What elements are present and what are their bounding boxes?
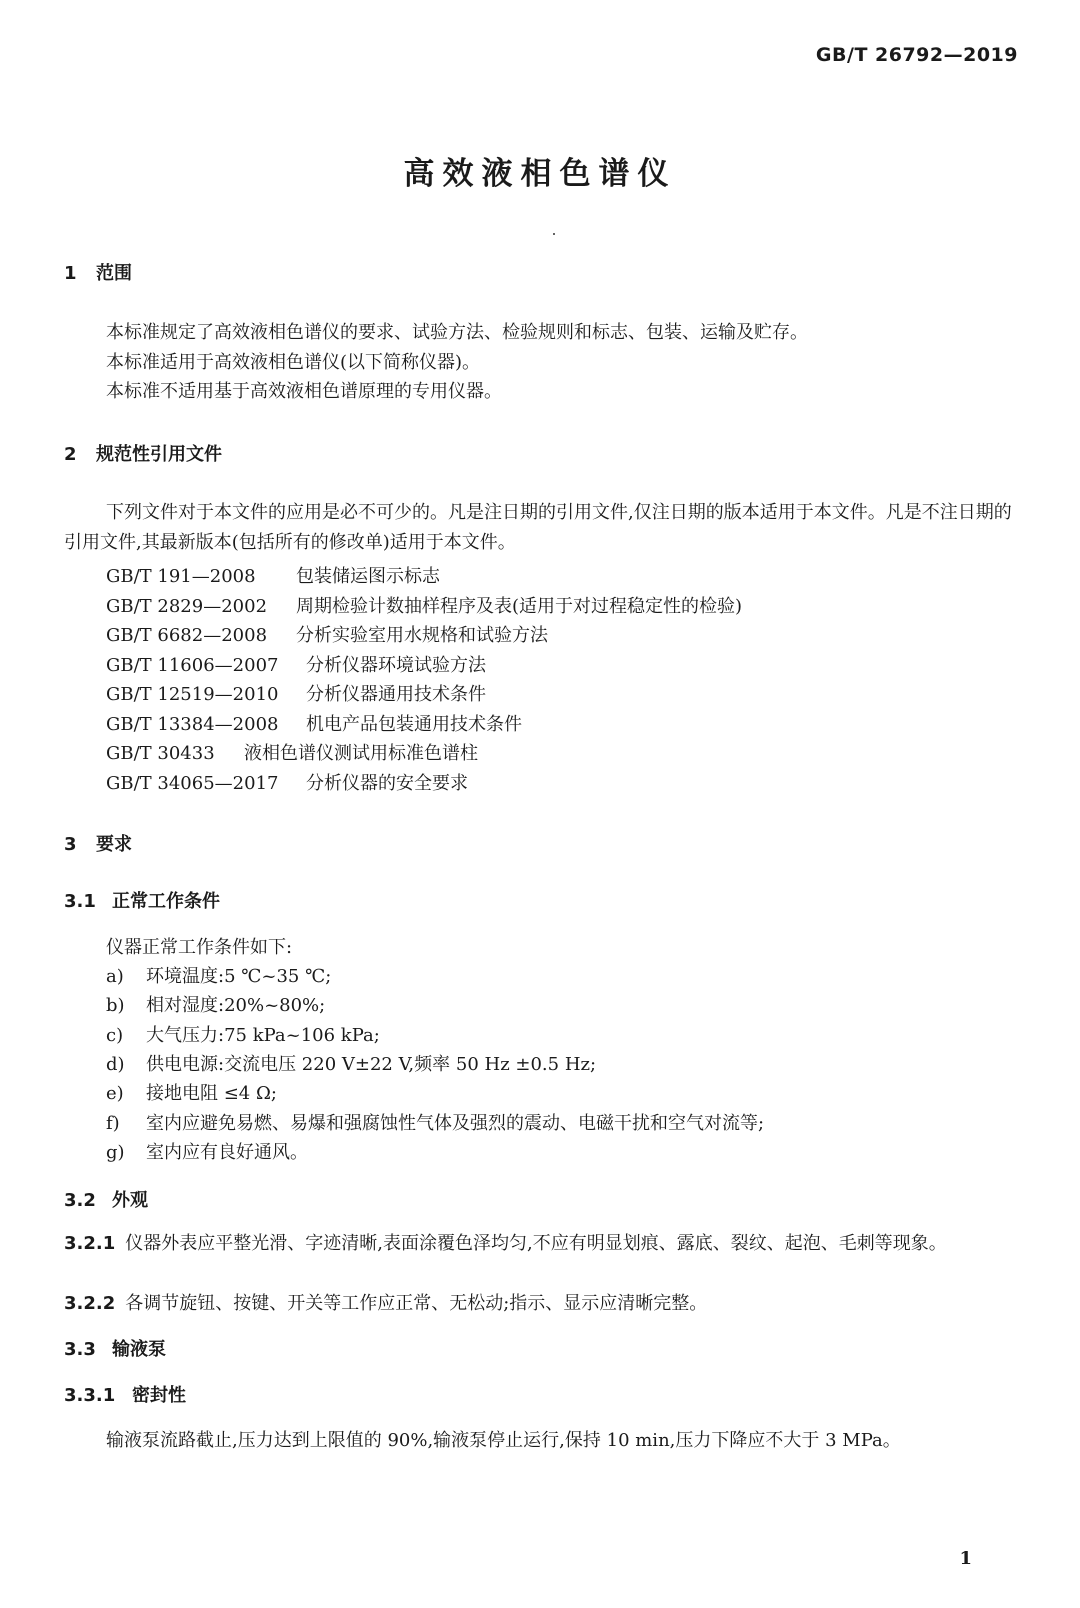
reference-item [106,769,468,795]
item-label: f) [106,1112,120,1134]
subsection-number: 3.3.1 [64,1385,116,1406]
page-number: 1 [959,1548,972,1569]
subsection-3-1-heading [64,887,220,913]
document-title: 高效液相色谱仪 [403,156,677,192]
subsection-title: 密封性 [132,1385,186,1406]
reference-item [106,621,548,647]
subsection-title: 外观 [112,1190,148,1211]
clause-text: 各调节旋钮、按键、开关等工作应正常、无松动;指示、显示应清晰完整。 [125,1293,708,1314]
item-text: 相对湿度:20%~80%; [146,995,326,1017]
section-3-heading [64,830,132,856]
reference-code: GB/T 6682—2008 [106,625,268,646]
clause-3-2-2 [64,1289,1014,1319]
scope-paragraph-1: 本标准规定了高效液相色谱仪的要求、试验方法、检验规则和标志、包装、运输及贮存。 [106,322,808,343]
section-number: 3 [64,834,77,855]
reference-title: 分析仪器的安全要求 [306,772,468,794]
condition-item [106,962,331,988]
reference-item [106,680,486,706]
subsection-title: 输液泵 [112,1339,166,1360]
reference-item [106,651,486,677]
reference-title: 周期检验计数抽样程序及表(适用于对过程稳定性的检验) [296,595,743,617]
reference-title: 分析仪器环境试验方法 [306,654,486,676]
scope-paragraph-3: 本标准不适用基于高效液相色谱原理的专用仪器。 [106,381,502,402]
item-label: a) [106,966,124,987]
reference-title: 液相色谱仪测试用标准色谱柱 [244,743,478,764]
section-number: 2 [64,444,77,465]
reference-item [106,592,742,618]
clause-number: 3.2.2 [64,1293,116,1314]
section-1-heading [64,259,132,285]
reference-title: 包装储运图示标志 [296,566,440,587]
reference-code: GB/T 2829—2002 [106,595,268,617]
item-text: 供电电源:交流电压 220 V±22 V,频率 50 Hz ±0.5 Hz; [146,1053,597,1075]
item-label: g) [106,1141,125,1163]
reference-code: GB/T 11606—2007 [106,654,279,676]
subsection-number: 3.1 [64,891,96,912]
clause-text: 仪器外表应平整光滑、字迹清晰,表面涂覆色泽均匀,不应有明显划痕、露底、裂纹、起泡、毛刺等现象。 [125,1233,947,1254]
item-text: 大气压力:75 kPa~106 kPa; [146,1024,380,1046]
item-text: 室内应避免易燃、易爆和强腐蚀性气体及强烈的震动、电磁干扰和空气对流等; [146,1112,765,1134]
standard-number: GB/T 26792—2019 [815,44,1018,66]
reference-code: GB/T 191—2008 [106,566,256,587]
subsection-3-2-heading [64,1186,148,1212]
reference-code: GB/T 13384—2008 [106,713,279,735]
section-2-heading [64,440,222,466]
references-intro: 下列文件对于本文件的应用是必不可少的。凡是注日期的引用文件,仅注日期的版本适用于本文件。凡是不注日期的引用文件,其最新版本(包括所有的修改单)适用于本文件。 [64,502,1012,553]
reference-code: GB/T 34065—2017 [106,772,279,794]
item-text: 室内应有良好通风。 [146,1141,308,1163]
subsection-number: 3.3 [64,1339,96,1360]
reference-item [106,710,522,736]
sealing-paragraph: 输液泵流路截止,压力达到上限值的 90%,输液泵停止运行,保持 10 min,压力下降应不大于 3 MPa。 [106,1430,901,1451]
clause-3-2-1 [64,1229,1014,1259]
item-text: 接地电阻 ≤4 Ω; [146,1083,277,1105]
condition-item [106,1109,764,1135]
condition-item [106,1050,596,1076]
item-label: b) [106,995,125,1017]
item-label: d) [106,1053,125,1075]
subsection-3-3-heading [64,1335,166,1361]
item-text: 环境温度:5 ℃~35 ℃; [146,966,332,987]
clause-number: 3.2.1 [64,1233,116,1254]
reference-title: 分析实验室用水规格和试验方法 [296,625,548,646]
scan-speck [553,233,555,235]
reference-title: 分析仪器通用技术条件 [306,684,486,705]
subsection-3-3-1-heading [64,1381,186,1407]
item-label: c) [106,1024,124,1046]
scope-paragraph-2: 本标准适用于高效液相色谱仪(以下简称仪器)。 [106,352,481,373]
section-title: 规范性引用文件 [96,444,222,465]
reference-code: GB/T 30433 [106,743,215,764]
reference-code: GB/T 12519—2010 [106,684,279,705]
condition-item [106,1021,380,1047]
section-title: 要求 [96,834,132,855]
conditions-intro: 仪器正常工作条件如下: [106,937,293,958]
reference-title: 机电产品包装通用技术条件 [306,713,522,735]
reference-item [106,739,478,765]
subsection-title: 正常工作条件 [112,891,220,912]
condition-item [106,1138,308,1164]
subsection-number: 3.2 [64,1190,96,1211]
section-title: 范围 [96,263,132,284]
condition-item [106,1079,277,1105]
section-number: 1 [64,263,77,284]
reference-item [106,562,440,588]
condition-item [106,991,325,1017]
item-label: e) [106,1083,124,1105]
